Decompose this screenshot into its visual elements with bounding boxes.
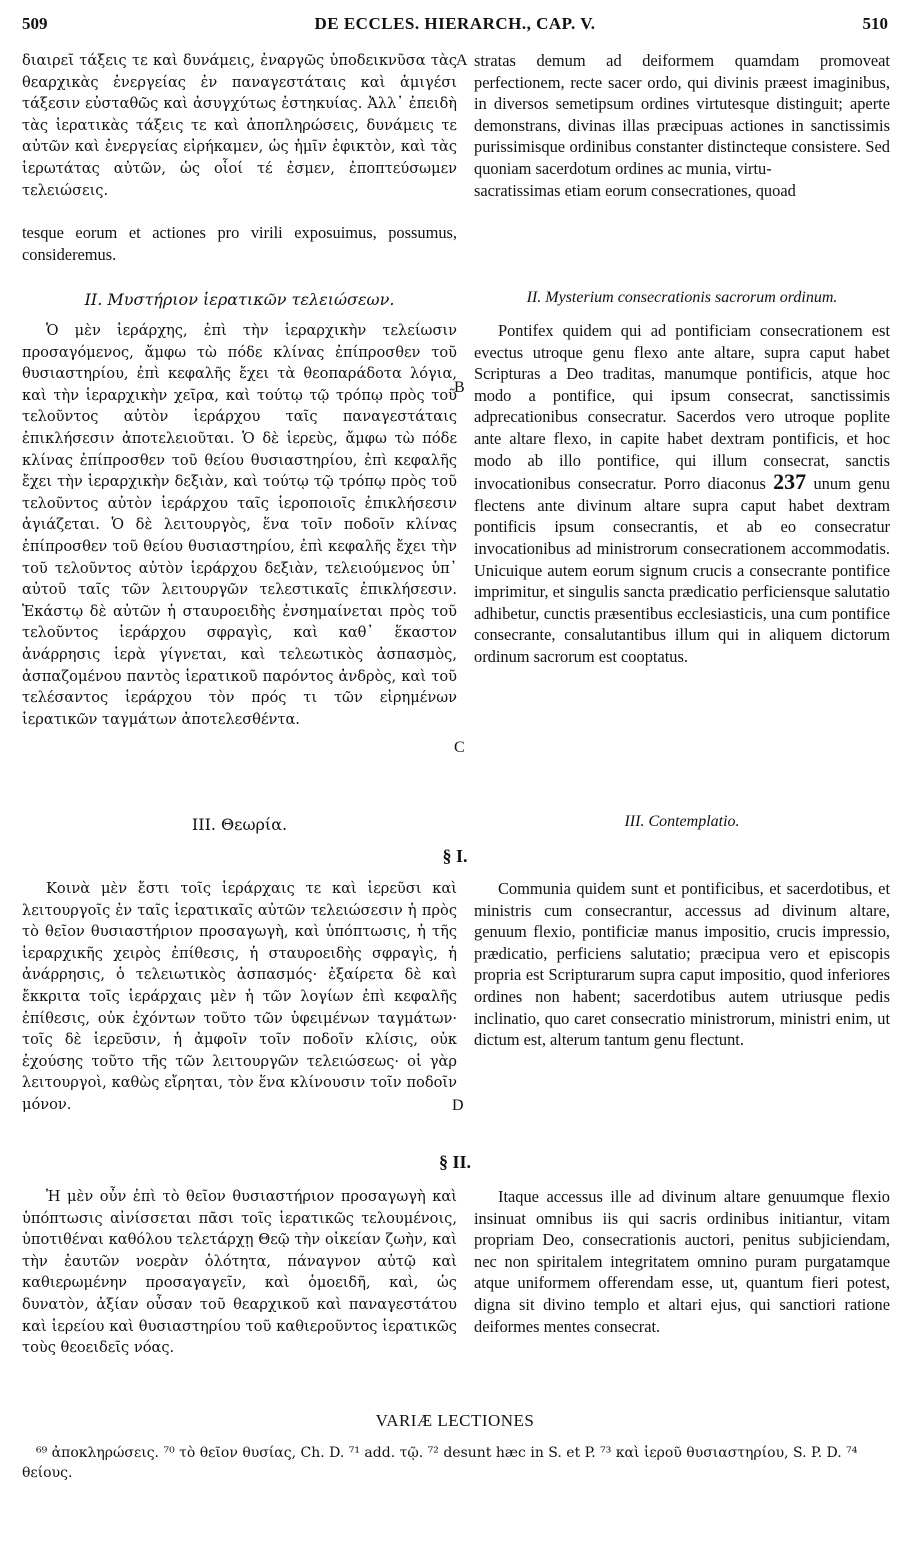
top-latin-paragraph: stratas demum ad deiformem quamdam promoveat perfectionem, recte sacer ordo, qui divinis præest imaginibus, in diversos semetipsum ordines virtutesque distinguit; aperte demonstrans, divinas illas præcipuas actiones in sanctissimis purissimisque ordinibus constanter distincteque consistere. Sed quoniam sacerdotum ordines ac munia, virtu- sacratissimas etiam eorum consecrationes, quoad bbox=[474, 51, 890, 200]
column-number: 237 bbox=[773, 469, 807, 495]
paragraph-mark-2: § II. bbox=[438, 1152, 471, 1172]
margin-letter-a: A bbox=[456, 52, 468, 69]
variae-lectiones-title: VARIÆ LECTIONES bbox=[375, 1411, 535, 1430]
page-number-left: 509 bbox=[22, 14, 48, 33]
latin-section-title: II. Mysterium consecrationis sacrorum ordinum. bbox=[526, 289, 838, 306]
sec3-latin-paragraph-1: Communia quidem sunt et pontificibus, et sacerdotibus, et ministris cum consecrantur, accessus ad divinum altare, genuum flexio, pontificiæ manus impositio, crucis impressio, prædicatio, perficiens salutatio; præcipua vero et episcopis propria est Scripturarum supra caput impositio, quod inferiores ordines non habent; sacerdotibus autem utriusque pedis inclinatio, quo caret consecratio ministrorum, ministri enim, ut dictum est, alterum tantum genu flectunt. bbox=[474, 879, 890, 1050]
variae-lectiones-notes: ⁶⁹ ἀποκληρώσεις. ⁷⁰ τὸ θεῖον θυσίας, Ch. D. ⁷¹ add. τῷ. ⁷² desunt hæc in S. et P. ⁷³ καὶ ἱεροῦ θυσιαστηρίου, S. P. D. ⁷⁴ θείους. bbox=[22, 1445, 858, 1481]
sec2-greek-paragraph: Ὁ μὲν ἱεράρχης, ἐπὶ τὴν ἱεραρχικὴν τελείωσιν προσαγόμενος, ἄμφω τὼ πόδε κλίνας ἐπίπροσθεν τοῦ θυσιαστηρίου, ἐπὶ κεφαλῆς ἔχει τὰ θεοπαράδοτα λόγια, καὶ τὴν ἱεραρχικὴν χεῖρα, καὶ τούτῳ τῷ τρόπῳ πρὸς τοῦ τελοῦντος αὐτὸν ἱεράρχου ταῖς παναγεστάταις ἐπικλήσεσιν ἀποτελειοῦται. Ὁ δὲ ἱερεὺς, ἄμφω τὼ πόδε κλίνας ἐπίπροσθεν τοῦ θείου θυσιαστηρίου, ἐπὶ κεφαλῆς ἔχει τὴν ἱεραρχικὴν δεξιὰν, καὶ τούτῳ τῷ τρόπῳ πρὸς τοῦ τελοῦντος αὐτὸν ἱεράρχου ταῖς ἱεροποιοῖς ἐπικλήσεσιν ἁγιάζεται. Ὁ δὲ λειτουργὸς, ἕνα τοῖν ποδοῖν κλίνας ἐπίπροσθεν τοῦ θείου θυσιαστηρίου, ἐπὶ κεφαλῆς ἔχει τὴν τοῦ τελοῦντος αὐτὸν ἱεράρχου δεξιὰν, τελειούμενος ὑπ᾽ αὐτοῦ ταῖς τῶν λειτουργῶν τελεστικαῖς ἐπικλήσεσιν. Ἑκάστῳ δὲ αὐτῶν ἡ σταυροειδὴς ἐνσημαίνεται πρὸς τοῦ τελοῦντος ἱεράρχου σφραγὶς, καὶ καθ᾽ ἕκαστον ἀνάρρησις ἱερὰ γίγνεται, καὶ τελεωτικὸς ἀσπασμὸς, ἀσπαζομένου παντὸς ἱερατικοῦ παρόντος ἀνδρὸς, καὶ τοῦ τελέσαντος ἱεράρχου τὸν πρός τι τῶν εἰρημένων ἱερατικῶν ταγμάτων ἀποτελεσθέντα. bbox=[22, 322, 457, 728]
latin-section-title-3: III. Contemplatio. bbox=[624, 813, 740, 830]
margin-letter-b: B bbox=[454, 379, 465, 396]
greek-section-title-3: III. Θεωρία. bbox=[191, 815, 288, 834]
sec3-latin-paragraph-2: Itaque accessus ille ad divinum altare genuumque flexio insinuat omnibus iis qui sacris ordinibus initiantur, vitam propriam Deo, consecrationis auctori, penitus subjiciendam, nec non spiritalem integritatem omnino puram purgatamque atque uniformem offerendam esse, ut, quantum fieri potest, digna sit divino templo et altari ejus, qui sanctiori ratione deiformes mentes consecrat. bbox=[474, 1187, 890, 1336]
page-header bbox=[22, 14, 888, 38]
running-title: DE ECCLES. HIERARCH., CAP. V. bbox=[314, 14, 596, 33]
page-number-right: 510 bbox=[862, 14, 888, 33]
greek-section-title: II. Μυστήριον ἱερατικῶν τελειώσεων. bbox=[84, 290, 395, 309]
margin-letter-c: C bbox=[454, 739, 465, 756]
paragraph-mark-1: § I. bbox=[442, 846, 468, 866]
sec2-latin-paragraph: Pontifex quidem qui ad pontificiam consecrationem est evectus utroque genu flexo ante altare, supra caput habet Scripturas a Deo traditas, manumque pontificis, atque hoc modo a pontifice, qui ipsum consecrat, sanctissimis adprecationibus consecratur. Sacerdos vero utroque poplite ante altare flexo, in capite habet dextram pontificis, et hoc modo ab illo pontifice, qui illum consecrat, sanctis invocationibus consecratur. Porro diaconus 237 unum genu flectens ante divinum altare supra caput habet dextram pontificis ipsum consecrantis, et ab eo consecratur invocationibus ad ministrorum consecrationem accommodatis. Unicuique autem eorum signum crucis a consecrante pontifice imprimitur, et singulis sancta prædicatio perficiensque salutatio adhibetur, cunctis præsentibus ecclesiasticis, una cum pontifice consecrante, consalutantibus illum qui in aliquem dictorum ordinum sacrorum est cooptatus. bbox=[474, 321, 890, 666]
sec3-greek-paragraph-1: Κοινὰ μὲν ἔστι τοῖς ἱεράρχαις τε καὶ ἱερεῦσι καὶ λειτουργοῖς ἐν ταῖς ἱερατικαῖς αὐτῶν τελειώσεσιν ἡ πρὸς τὸ θεῖον θυσιαστήριον προσαγωγὴ, καὶ ὑπόπτωσις, ἡ τῆς ἱεραρχικῆς χειρὸς ἐπίθεσις, ἡ σταυροειδὴς σφραγὶς, ἡ ἀνάρρησις, ὁ τελειωτικὸς ἀσπασμός· ἐξαίρετα δὲ καὶ ἔκκριτα τοῖς ἱεράρχαις μὲν ἡ τῶν λογίων ἐπὶ κεφαλῆς ἐπίθεσις, οὐκ ἐχόντων τοῦτο τῶν ὑφειμένων ταγμάτων· τοῖς δὲ ἱερεῦσιν, ἡ ἀμφοῖν τοῖν ποδοῖν κλίσις, οὐκ ἐχούσης τοῦτο τῆς τῶν λειτουργῶν τελειώσεως· οἱ γὰρ λειτουργοὶ, καθὼς εἴρηται, τὸν ἕνα κλίνουσιν τοῖν ποδοῖν μόνον. bbox=[22, 880, 457, 1113]
top-latin-continuation: tesque eorum et actiones pro virili exposuimus, possumus, consideremus. bbox=[22, 223, 457, 264]
margin-letter-d: D bbox=[452, 1097, 464, 1114]
top-greek-paragraph: διαιρεῖ τάξεις τε καὶ δυνάμεις, ἐναργῶς ὑποδεικνῦσα τὰς θεαρχικὰς ἐνεργείας ἐν παναγεστάταις καὶ ἀμιγέσι τάξεσιν εὐσταθῶς καὶ ἀσυγχύτως ἑστηκυίας. Ἀλλ᾽ ἐπειδὴ τὰς ἱερατικὰς τάξεις τε καὶ ἀποπληρώσεις, δυνάμεις τε αὐτῶν καὶ ἐνεργείας εἰρήκαμεν, ὡς ἡμῖν ἐφικτὸν, καὶ τὰς ἱερωτάτας αὐτῶν, ὡς οἷοί τέ ἐσμεν, ἐποπτεύσωμεν τελειώσεις. bbox=[22, 52, 457, 199]
sec3-greek-paragraph-2: Ἡ μὲν οὖν ἐπὶ τὸ θεῖον θυσιαστήριον προσαγωγὴ καὶ ὑπόπτωσις αἰνίσσεται πᾶσι τοῖς ἱερατικῶς τελουμένοις, ὑποτιθέναι καθόλου τελετάρχῃ Θεῷ τὴν οἰκείαν ζωὴν, καὶ τὴν ἑαυτῶν νοερὰν ὁλότητα, πάναγνον αὐτῷ καὶ καθιερωμένην προσαγαγεῖν, καὶ ὁμοειδῆ, καὶ, ὡς δυνατὸν, ἀξίαν οὖσαν τοῦ θεαρχικοῦ καὶ παναγεστάτου καὶ ἱερείου καὶ θυσιαστηρίου τοῦ καθιεροῦντος ἱερατικῶς τοὺς θεοειδεῖς νόας. bbox=[22, 1188, 457, 1357]
